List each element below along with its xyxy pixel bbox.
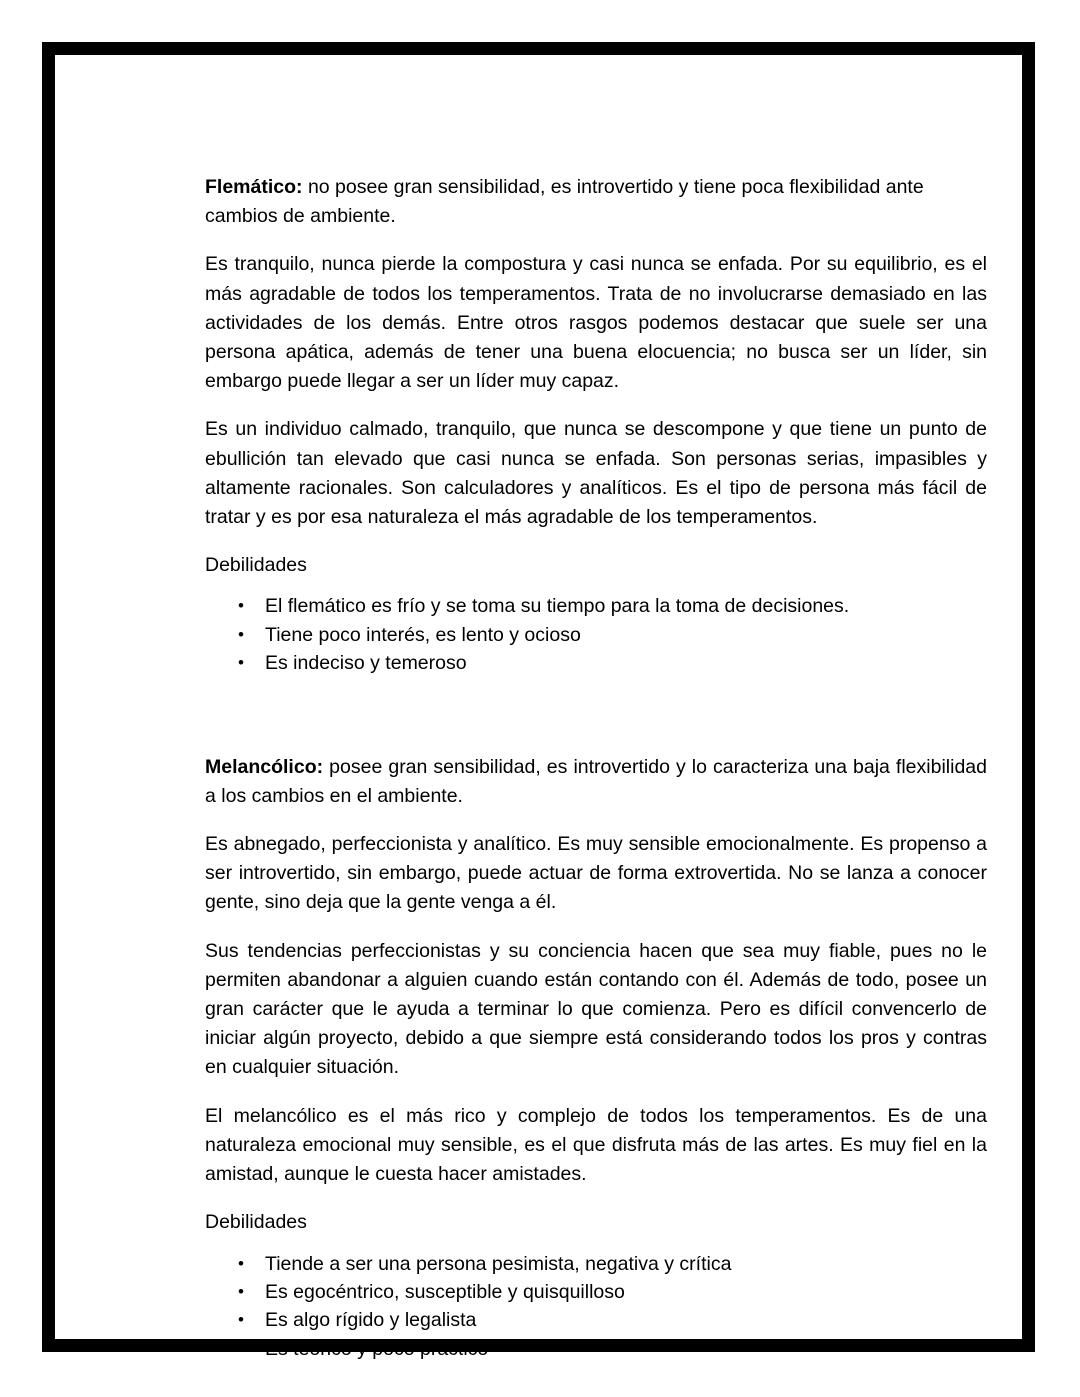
melancolico-lead-paragraph [205, 753, 987, 811]
flematico-weaknesses-list [205, 592, 987, 677]
list-item: • Tiene poco interés, es lento y ocioso [205, 621, 987, 649]
document-body [205, 173, 987, 1363]
melancolico-term: Melancólico: [205, 755, 324, 778]
flematico-lead-text: no posee gran sensibilidad, es introvertido y tiene poca flexibilidad ante cambios de ambiente. [205, 176, 924, 228]
melancolico-lead-text: posee gran sensibilidad, es introvertido y lo caracteriza una baja flexibilidad a los cambios en el ambiente. [205, 755, 987, 807]
list-item: • Es teórico y poco práctico [205, 1335, 987, 1363]
flematico-lead-paragraph [205, 173, 987, 231]
melancolico-weaknesses-heading: Debilidades [205, 1211, 307, 1234]
section-melancolico [205, 753, 987, 1363]
section-spacer [205, 678, 987, 753]
section-flematico [205, 173, 987, 678]
flematico-paragraph-1: Es tranquilo, nunca pierde la compostura y casi nunca se enfada. Por su equilibrio, es el más agradable de todos los temperamentos. Trata de no involucrarse demasiado en las actividades de los demás. Entre otros rasgos podemos destacar que suele ser una persona apática, además de tener una buena elocuencia; no busca ser un líder, sin embargo puede llegar a ser un líder muy capaz. [205, 253, 987, 393]
flematico-weaknesses-heading: Debilidades [205, 554, 307, 577]
flematico-paragraph-2: Es un individuo calmado, tranquilo, que nunca se descompone y que tiene un punto de ebullición tan elevado que casi nunca se enfada. Son personas serias, impasibles y altamente racionales. Son calculadores y analíticos. Es el tipo de persona más fácil de tratar y es por esa naturaleza el más agradable de los temperamentos. [205, 418, 987, 529]
flematico-term: Flemático: [205, 176, 303, 198]
melancolico-paragraph-1: Es abnegado, perfeccionista y analítico. Es muy sensible emocionalmente. Es propenso a ser introvertido, sin embargo, puede actuar de forma extrovertida. No se lanza a conocer gente, sino deja que la gente venga a él. [205, 833, 987, 914]
list-item: • Es algo rígido y legalista [205, 1306, 987, 1334]
melancolico-paragraph-2: Sus tendencias perfeccionistas y su conciencia hacen que sea muy fiable, pues no le permiten abandonar a alguien cuando están contando con él. Además de todo, posee un gran carácter que le ayuda a terminar lo que comienza. Pero es difícil convencerlo de iniciar algún proyecto, debido a que siempre está considerando todos los pros y contras en cualquier situación. [205, 939, 987, 1079]
list-item: • Es egocéntrico, susceptible y quisquilloso [205, 1278, 987, 1306]
list-item: • Tiende a ser una persona pesimista, negativa y crítica [205, 1250, 987, 1278]
melancolico-weaknesses-list [205, 1250, 987, 1364]
melancolico-paragraph-3: El melancólico es el más rico y complejo de todos los temperamentos. Es de una naturaleza emocional muy sensible, es el que disfruta más de las artes. Es muy fiel en la amistad, aunque le cuesta hacer amistades. [205, 1104, 987, 1186]
page-border-frame [42, 42, 1035, 1360]
list-item: • El flemático es frío y se toma su tiempo para la toma de decisiones. [205, 592, 987, 620]
list-item: • Es indeciso y temeroso [205, 649, 987, 677]
